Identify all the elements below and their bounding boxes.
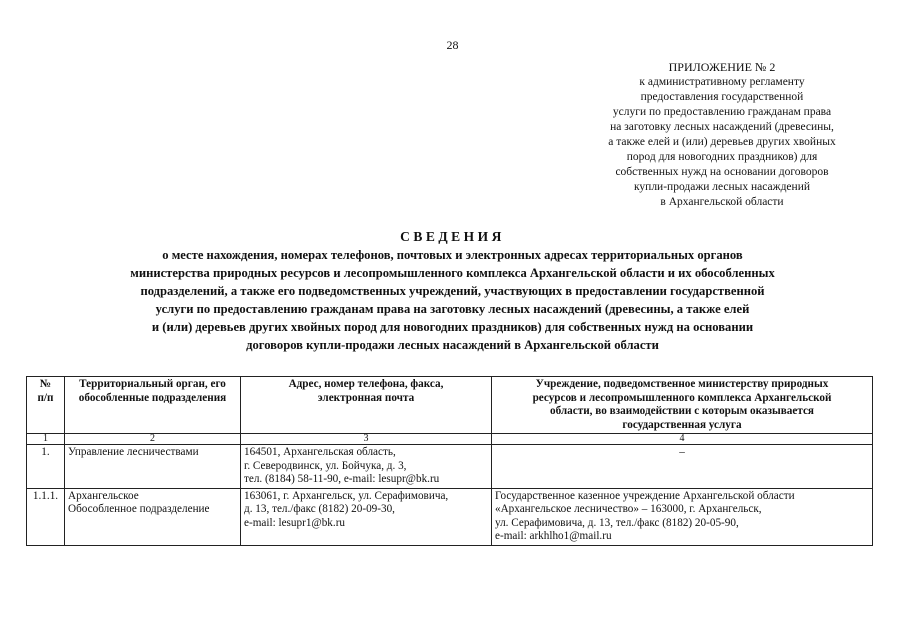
column-number-row: [27, 434, 873, 445]
appendix-line: к административному регламенту: [639, 76, 805, 88]
column-header-organ: Территориальный орган, его обособленные подразделения: [65, 377, 241, 434]
heading-line: министерства природных ресурсов и лесопромышленного комплекса Архангельской области и их обособленных: [130, 266, 775, 280]
document-title: СВЕДЕНИЯ: [400, 229, 505, 244]
address-cell: 164501, Архангельская область, г. Северодвинск, ул. Бойчука, д. 3, тел. (8184) 58-11-90, e-mail: lesupr@bk.ru: [241, 445, 492, 489]
appendix-line: пород для новогодних праздников) для: [626, 151, 818, 163]
row-number: 1.1.1.: [27, 488, 65, 545]
table-header-row: [27, 377, 873, 434]
appendix-block: [586, 60, 858, 210]
heading-line: и (или) деревьев других хвойных пород для новогодних праздников) для собственных нужд на основании: [151, 320, 754, 334]
column-number: 1: [27, 434, 65, 445]
organ-cell: Управление лесничествами: [65, 445, 241, 489]
appendix-line: купли-продажи лесных насаждений: [633, 181, 810, 193]
table-row: [27, 488, 873, 545]
column-number: 4: [492, 434, 873, 445]
appendix-line: предоставления государственной: [640, 91, 804, 103]
appendix-line: услуги по предоставлению гражданам права: [612, 106, 832, 118]
address-cell: 163061, г. Архангельск, ул. Серафимовича, д. 13, тел./факс (8182) 20-09-30, e-mail: lesupr1@bk.ru: [241, 488, 492, 545]
heading-line: о месте нахождения, номерах телефонов, почтовых и электронных адресах территориальных органов: [162, 248, 743, 262]
organ-cell: Архангельское Обособленное подразделение: [65, 488, 241, 545]
appendix-line: в Архангельской области: [660, 196, 784, 208]
column-number: 2: [65, 434, 241, 445]
heading-line: подразделений, а также его подведомственных учреждений, участвующих в предоставлении государственной: [140, 284, 765, 298]
info-table: [26, 376, 873, 546]
appendix-line: а также елей и (или) деревьев других хвойных: [608, 136, 836, 148]
table-row: [27, 445, 873, 489]
column-number: 3: [241, 434, 492, 445]
appendix-title: ПРИЛОЖЕНИЕ № 2: [668, 60, 776, 74]
row-number: 1.: [27, 445, 65, 489]
heading-line: договоров купли-продажи лесных насаждений в Архангельской области: [246, 338, 659, 352]
institution-cell: Государственное казенное учреждение Архангельской области «Архангельское лесничество» – 163000, г. Архангельск, ул. Серафимовича, д. 13, тел./факс (8182) 20-05-90, e-mail: arkhlho1@mail.ru: [492, 488, 873, 545]
appendix-line: на заготовку лесных насаждений (древесины,: [610, 121, 834, 133]
column-header-address: Адрес, номер телефона, факса, электронная почта: [241, 377, 492, 434]
appendix-line: собственных нужд на основании договоров: [615, 166, 829, 178]
document-heading: [40, 228, 865, 354]
heading-line: услуги по предоставлению гражданам права на заготовку лесных насаждений (древесины, а также елей: [155, 302, 750, 316]
institution-cell: –: [492, 445, 873, 489]
column-header-institution: Учреждение, подведомственное министерству природных ресурсов и лесопромышленного комплекса Архангельской области, во взаимодействии с которым оказывается государственная услуга: [492, 377, 873, 434]
column-header-number: № п/п: [27, 377, 65, 434]
page-number: 28: [446, 38, 459, 52]
